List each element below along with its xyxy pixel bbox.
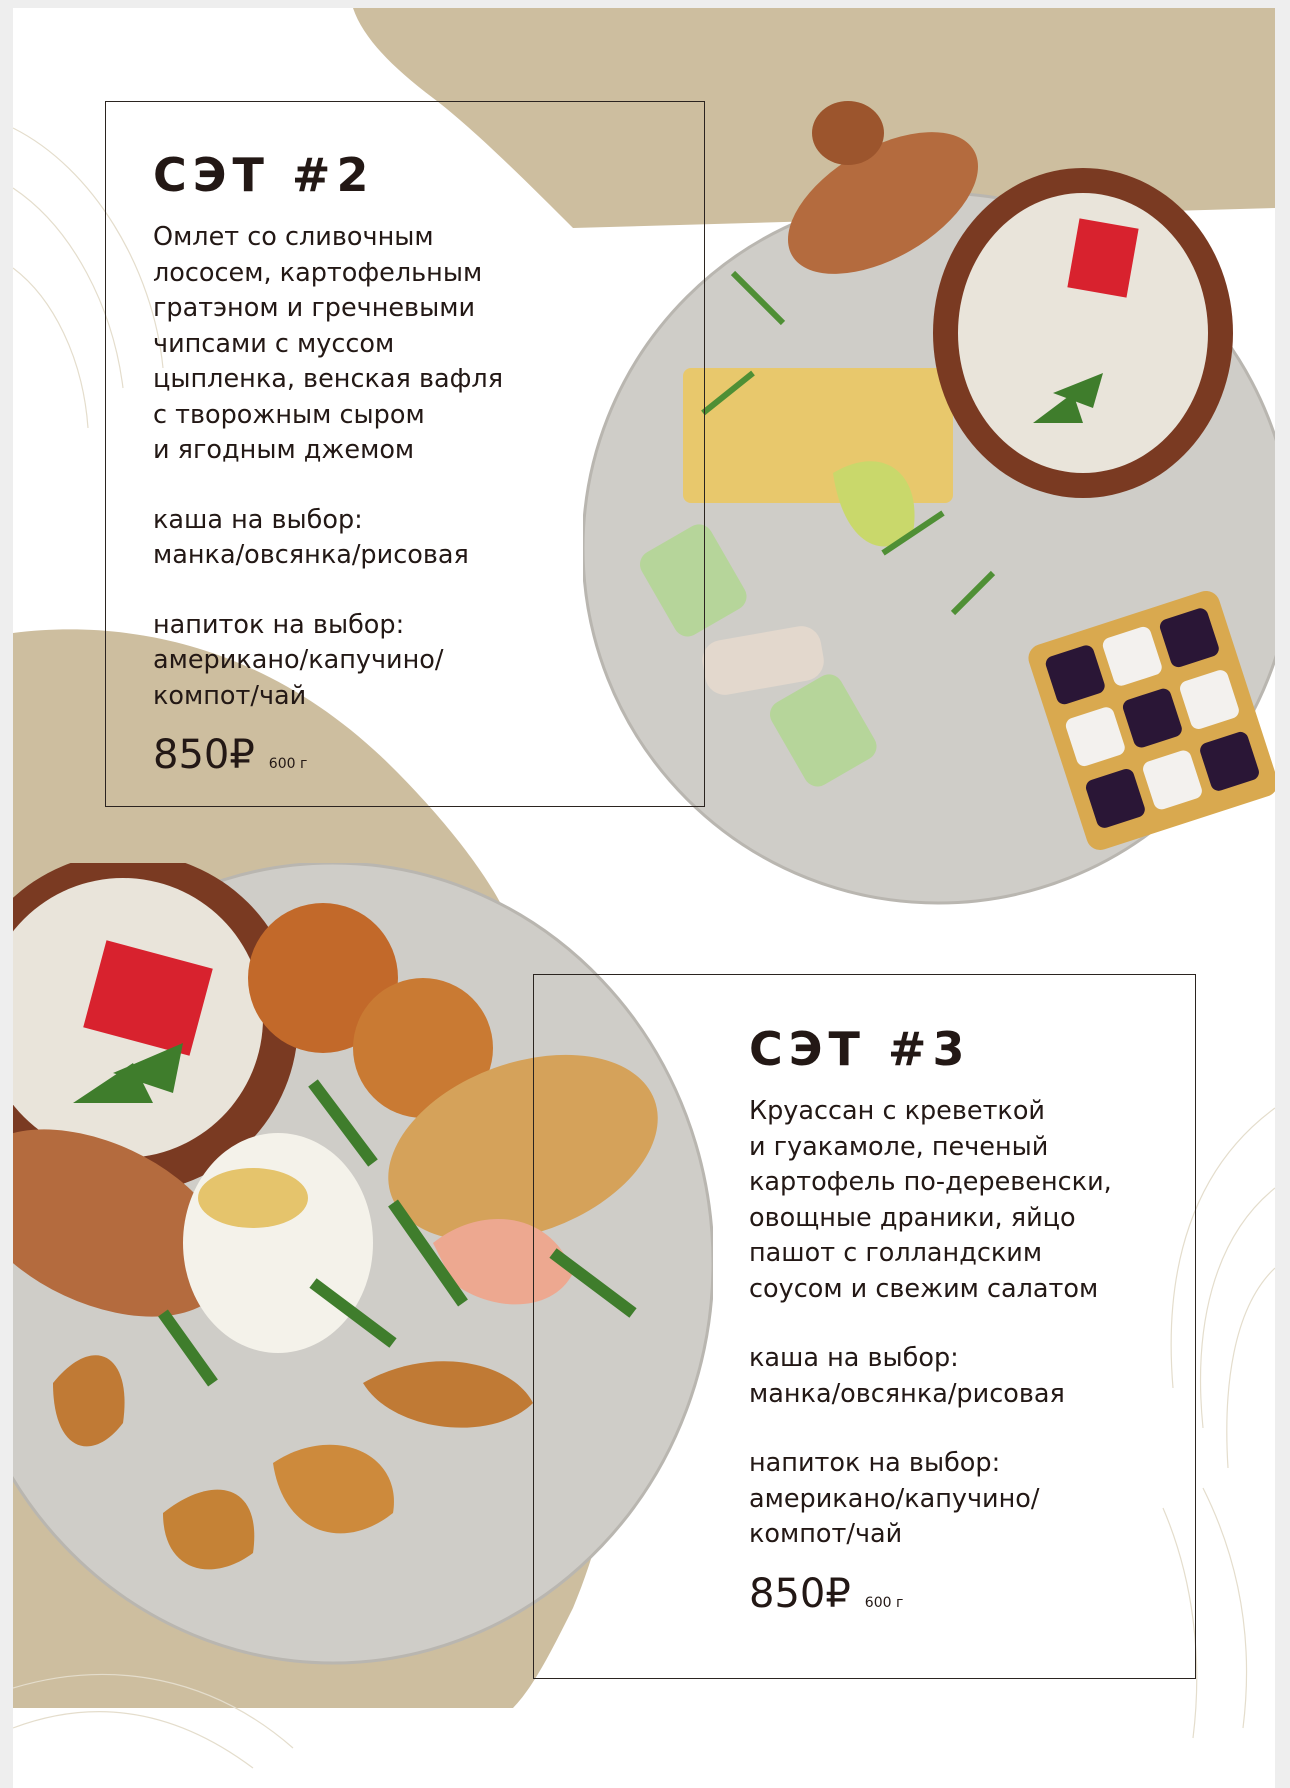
hollandaise bbox=[198, 1168, 308, 1228]
set-3-text bbox=[749, 1022, 1219, 1617]
set-2-price: 850₽ bbox=[153, 732, 255, 778]
set-2-weight: 600 г bbox=[268, 756, 308, 772]
set-3-weight: 600 г bbox=[864, 1594, 904, 1611]
poached-egg bbox=[183, 1133, 373, 1353]
set-2-title: СЭТ #2 bbox=[153, 148, 375, 202]
set-3-porridge-option: каша на выбор: манка/овсянка/рисовая bbox=[749, 1343, 1065, 1409]
set-2-porridge-option: каша на выбор: манка/овсянка/рисовая bbox=[153, 504, 469, 570]
set-2-description: Омлет со сливочным лососем, картофельным гратэном и гречневыми чипсами с муссом цыпленка, венская вафля с творожным сыром и ягодным джемом bbox=[153, 222, 504, 465]
set-3-price-row bbox=[749, 1571, 1219, 1617]
set-2-text bbox=[153, 148, 613, 778]
menu-page bbox=[13, 8, 1275, 1788]
clay-lid-knob bbox=[812, 101, 884, 165]
set-2-drink-option: напиток на выбор: американо/капучино/ компот/чай bbox=[153, 609, 444, 711]
set-3-title: СЭТ #3 bbox=[749, 1022, 971, 1076]
set-3-description: Круассан с креветкой и гуакамоле, печеный картофель по-деревенски, овощные драники, яйцо пашот с голландским соусом и свежим салатом bbox=[749, 1096, 1112, 1304]
set-3-drink-option: напиток на выбор: американо/капучино/ компот/чай bbox=[749, 1448, 1040, 1549]
omelette bbox=[683, 368, 953, 503]
set-3-price: 850₽ bbox=[749, 1570, 851, 1617]
set-2-price-row bbox=[153, 732, 613, 778]
jelly bbox=[1067, 218, 1138, 297]
